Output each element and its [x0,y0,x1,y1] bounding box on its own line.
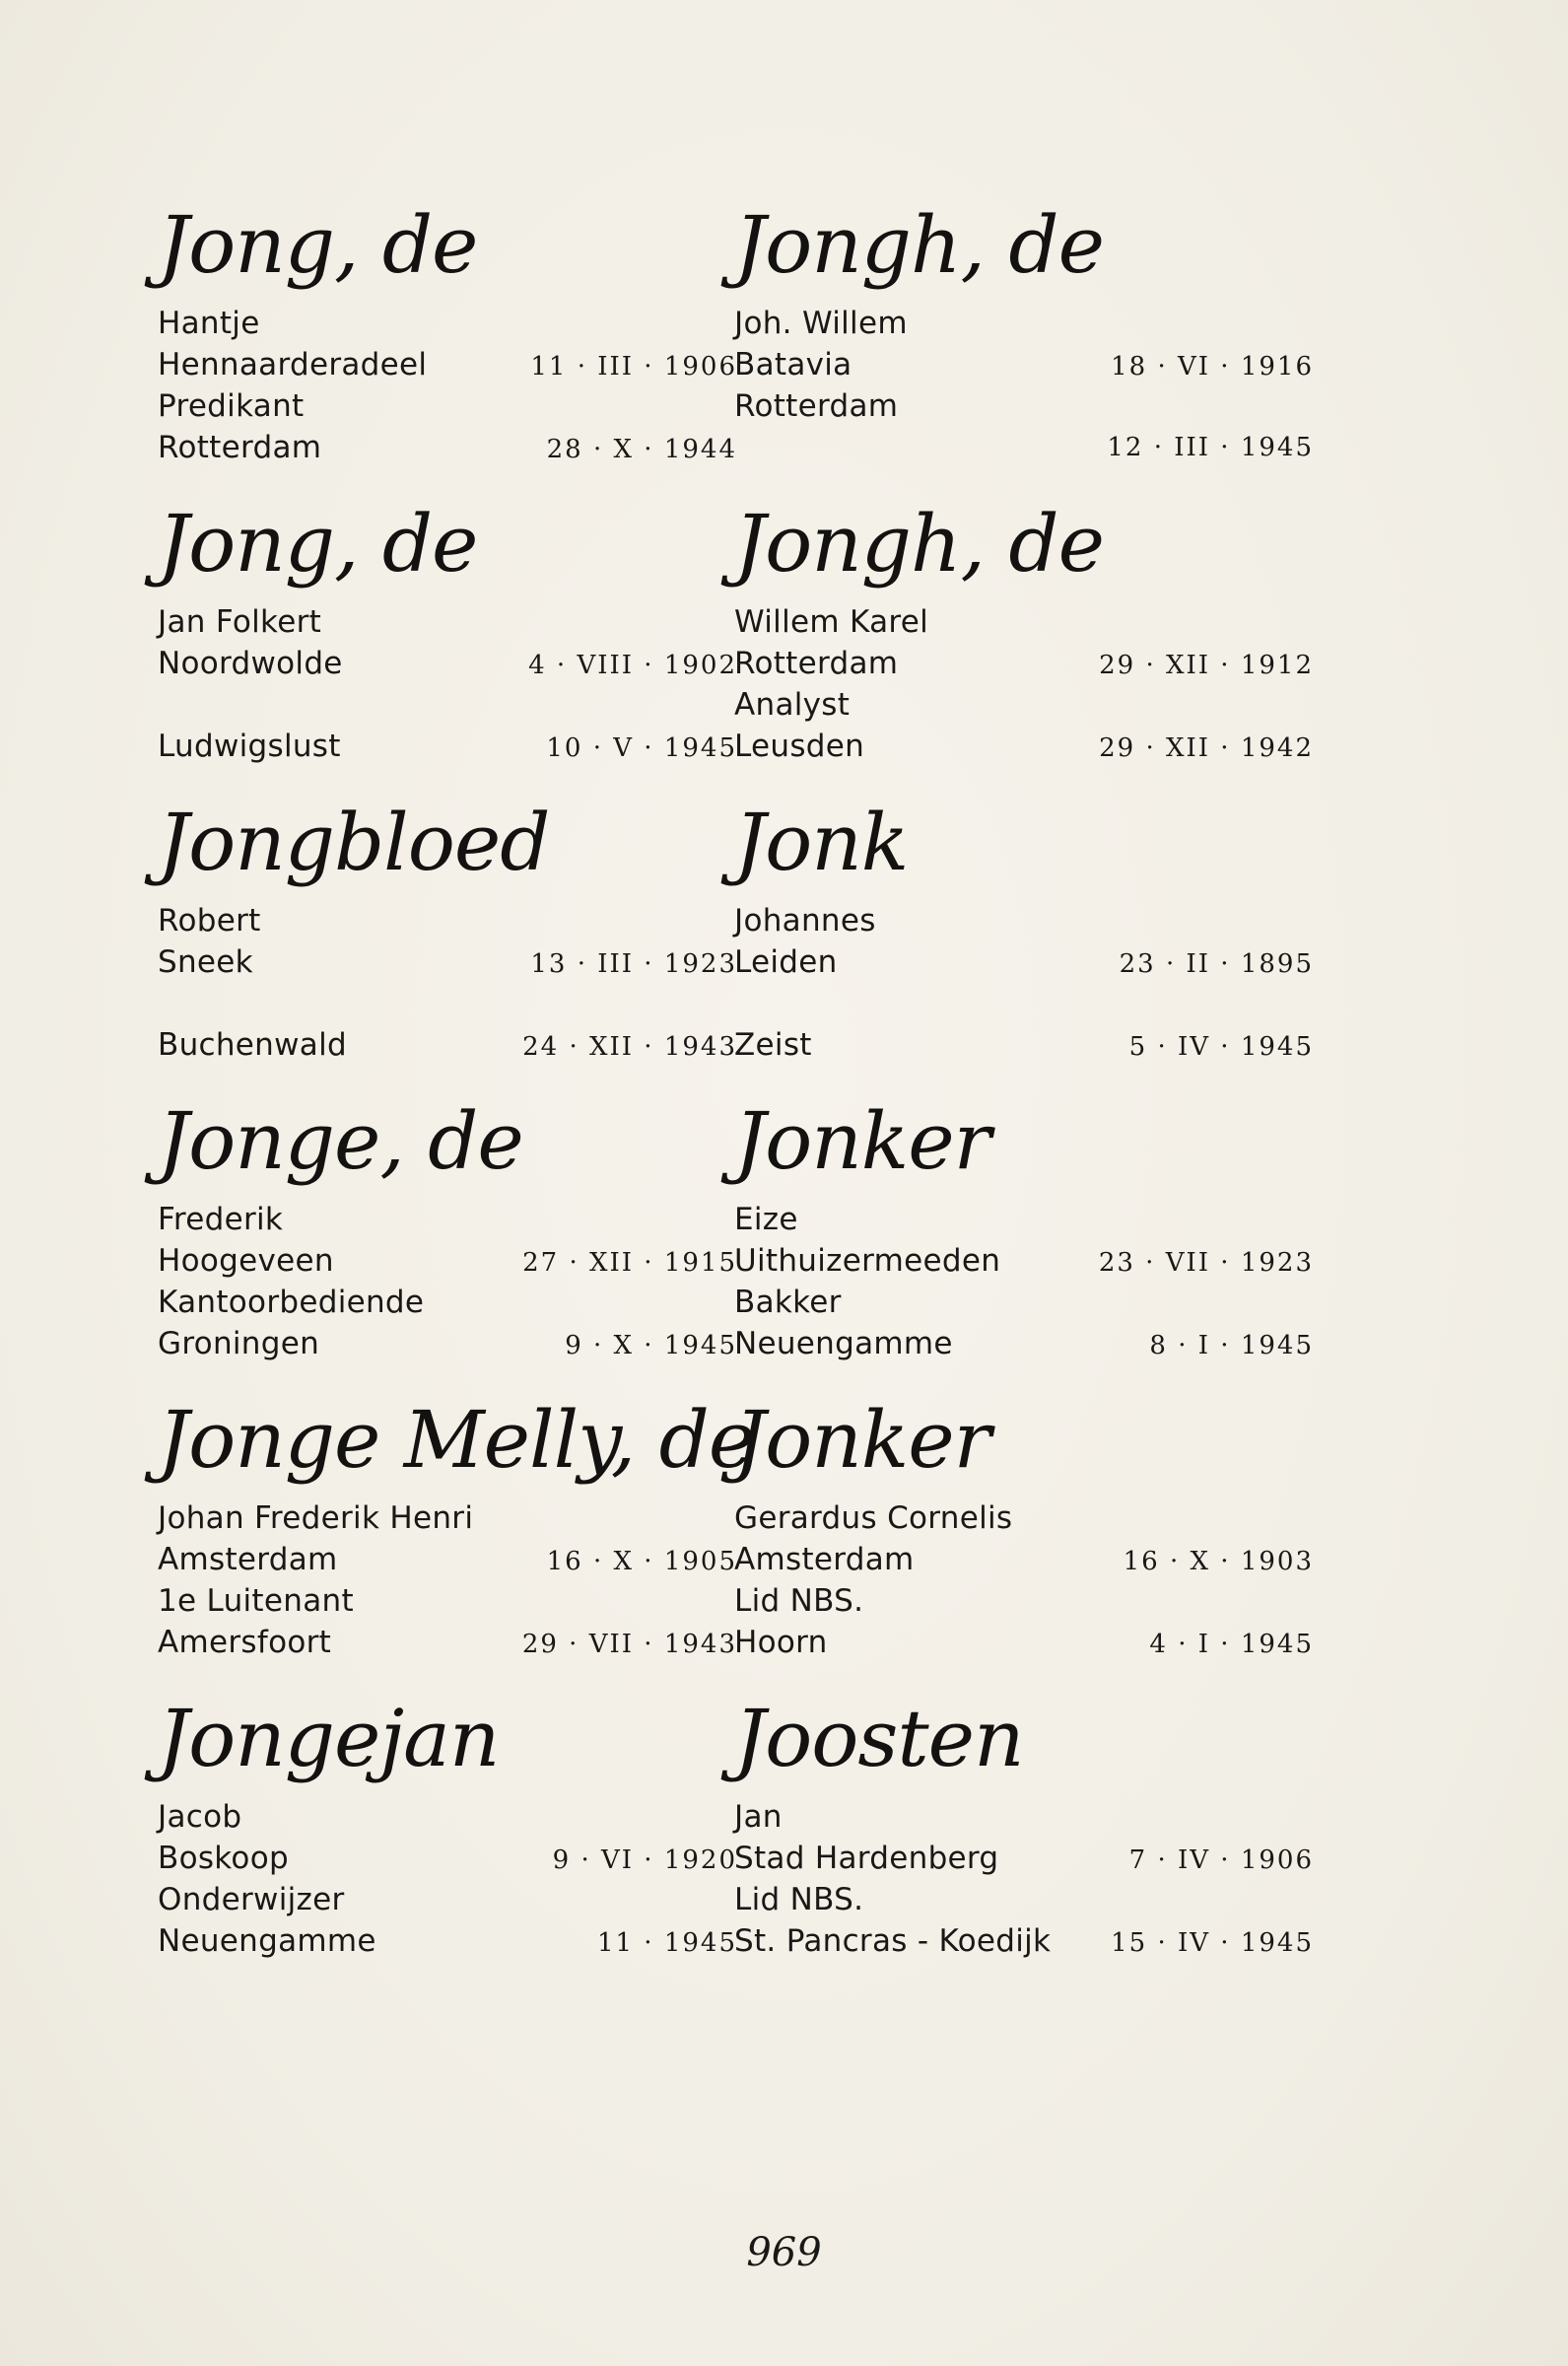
death-date: 4 · I · 1945 [1149,1630,1314,1659]
entry-row [158,684,739,726]
birth-date: 23 · II · 1895 [1119,949,1314,979]
entry-row [734,983,1316,1024]
entry-row [158,983,739,1024]
birth-date: 16 · X · 1905 [546,1547,737,1576]
entry [734,790,1316,1088]
entry-row [158,1240,739,1282]
death-date: 12 · III · 1945 [1107,433,1314,462]
entry-row [158,344,739,385]
birth-date: 29 · XII · 1912 [1099,651,1314,680]
entry-row [158,1024,739,1066]
birth-date: 23 · VII · 1923 [1098,1248,1314,1278]
entry-row [734,1323,1316,1364]
occupation: 1e Luitenant [158,1583,354,1619]
entry-row [734,1796,1316,1838]
entry-surname: Joosten [734,1693,1024,1784]
birthplace: Amsterdam [734,1542,915,1577]
death-date: 29 · VII · 1943 [521,1630,737,1659]
entry-row [734,941,1316,983]
entry-row [158,1796,739,1838]
birthplace: Amsterdam [158,1542,338,1577]
occupation: Lid NBS. [734,1882,864,1917]
birthplace: Sneek [158,944,253,980]
given-names: Hantje [158,306,260,341]
entry-row [734,1920,1316,1962]
entry-row [734,1282,1316,1323]
entry-row [734,1497,1316,1539]
entry-surname: Jonker [734,1095,990,1187]
entry-row [158,1920,739,1962]
entry [734,1088,1316,1387]
given-names: Gerardus Cornelis [734,1500,1013,1536]
entry-row [734,1240,1316,1282]
entry-surname: Jonk [734,797,909,888]
death-date: 8 · I · 1945 [1149,1331,1314,1360]
entry-row [158,1539,739,1580]
place-of-death: Groningen [158,1326,320,1361]
entry [734,1686,1316,1984]
given-names: Johannes [734,903,876,939]
occupation: Kantoorbediende [158,1285,425,1320]
birth-date: 11 · III · 1906 [530,352,737,382]
entry [734,491,1316,790]
entry-surname: Jongbloed [158,797,550,888]
entry-surname: Jong, de [158,199,478,291]
entry-row [734,427,1316,468]
death-date: 24 · XII · 1943 [522,1032,737,1062]
page-number: 969 [746,2230,822,2275]
birth-date: 18 · VI · 1916 [1111,352,1314,382]
entry [158,491,739,790]
entry-row [734,1622,1316,1663]
entry-row [158,1199,739,1240]
entry-row [734,643,1316,684]
entry [734,1387,1316,1686]
entry-row [158,643,739,684]
occupation: Lid NBS. [734,1583,864,1619]
given-names: Eize [734,1202,798,1237]
occupation: Rotterdam [734,388,899,424]
entry-row [734,385,1316,427]
given-names: Frederik [158,1202,284,1237]
entry-row [158,1282,739,1323]
entry-row [734,726,1316,767]
entry [158,790,739,1088]
birth-date: 16 · X · 1903 [1123,1547,1314,1576]
birthplace: Stad Hardenberg [734,1841,999,1876]
entry-row [158,1497,739,1539]
occupation: Analyst [734,687,851,723]
death-date: 28 · X · 1944 [546,435,737,464]
birthplace: Noordwolde [158,646,343,681]
entry-row [158,1622,739,1663]
birth-date: 4 · VIII · 1902 [528,651,737,680]
place-of-death: Zeist [734,1027,812,1063]
birth-date: 9 · VI · 1920 [552,1845,737,1875]
given-names: Jacob [158,1799,242,1835]
given-names: Jan Folkert [158,604,322,640]
given-names: Johan Frederik Henri [158,1500,474,1536]
birth-date: 27 · XII · 1915 [522,1248,737,1278]
entry-surname: Jongh, de [734,498,1104,590]
given-names: Robert [158,903,261,939]
right-column [734,192,1316,1984]
entry-row [158,601,739,643]
death-date: 15 · IV · 1945 [1111,1928,1314,1958]
birthplace: Uithuizermeeden [734,1243,1001,1279]
given-names: Willem Karel [734,604,929,640]
entry [158,192,739,491]
entry-row [734,1199,1316,1240]
place-of-death: Amersfoort [158,1625,332,1660]
death-date: 5 · IV · 1945 [1128,1032,1314,1062]
entry-surname: Jongejan [158,1693,500,1784]
entry-row [734,684,1316,726]
birthplace: Batavia [734,347,852,383]
birthplace: Boskoop [158,1841,289,1876]
place-of-death: Leusden [734,729,865,764]
place-of-death: Hoorn [734,1625,828,1660]
death-date: 9 · X · 1945 [565,1331,737,1360]
birthplace: Hoogeveen [158,1243,334,1279]
entry-row [734,303,1316,344]
entry-row [158,303,739,344]
entry-row [158,385,739,427]
entry-row [158,726,739,767]
left-column [158,192,755,1984]
entry-row [158,900,739,941]
occupation: Onderwijzer [158,1882,345,1917]
entry-surname: Jonge Melly, de [158,1394,755,1486]
place-of-death: Buchenwald [158,1027,347,1063]
entry-row [734,344,1316,385]
death-date: 11 · 1945 [596,1928,737,1958]
death-date: 29 · XII · 1942 [1099,733,1314,763]
entry-row [158,1838,739,1879]
entry-row [734,601,1316,643]
entry-row [734,1539,1316,1580]
entry-surname: Jonker [734,1394,990,1486]
entry [158,1088,739,1387]
entry-surname: Jonge, de [158,1095,523,1187]
entry-row [734,900,1316,941]
entry [158,1387,755,1686]
entry-row [734,1879,1316,1920]
entry-surname: Jongh, de [734,199,1104,291]
place-of-death: Neuengamme [734,1326,953,1361]
entry [158,1686,739,1984]
place-of-death: Rotterdam [158,430,322,465]
entry-row [158,1323,739,1364]
place-of-death: Neuengamme [158,1923,376,1959]
place-of-death: St. Pancras - Koedijk [734,1923,1052,1959]
death-date: 10 · V · 1945 [546,733,737,763]
birthplace: Leiden [734,944,838,980]
occupation: Predikant [158,388,305,424]
birth-date: 7 · IV · 1906 [1128,1845,1314,1875]
birthplace: Hennaarderadeel [158,347,428,383]
entry-row [734,1838,1316,1879]
entry-row [734,1580,1316,1622]
entry-row [158,941,739,983]
given-names: Jan [734,1799,783,1835]
given-names: Joh. Willem [734,306,908,341]
birth-date: 13 · III · 1923 [530,949,737,979]
entry-row [158,1580,739,1622]
birthplace: Rotterdam [734,646,899,681]
occupation: Bakker [734,1285,842,1320]
entry-row [158,427,739,468]
entry-row [158,1879,739,1920]
entry [734,192,1316,491]
entry-row [734,1024,1316,1066]
entry-surname: Jong, de [158,498,478,590]
place-of-death: Ludwigslust [158,729,341,764]
